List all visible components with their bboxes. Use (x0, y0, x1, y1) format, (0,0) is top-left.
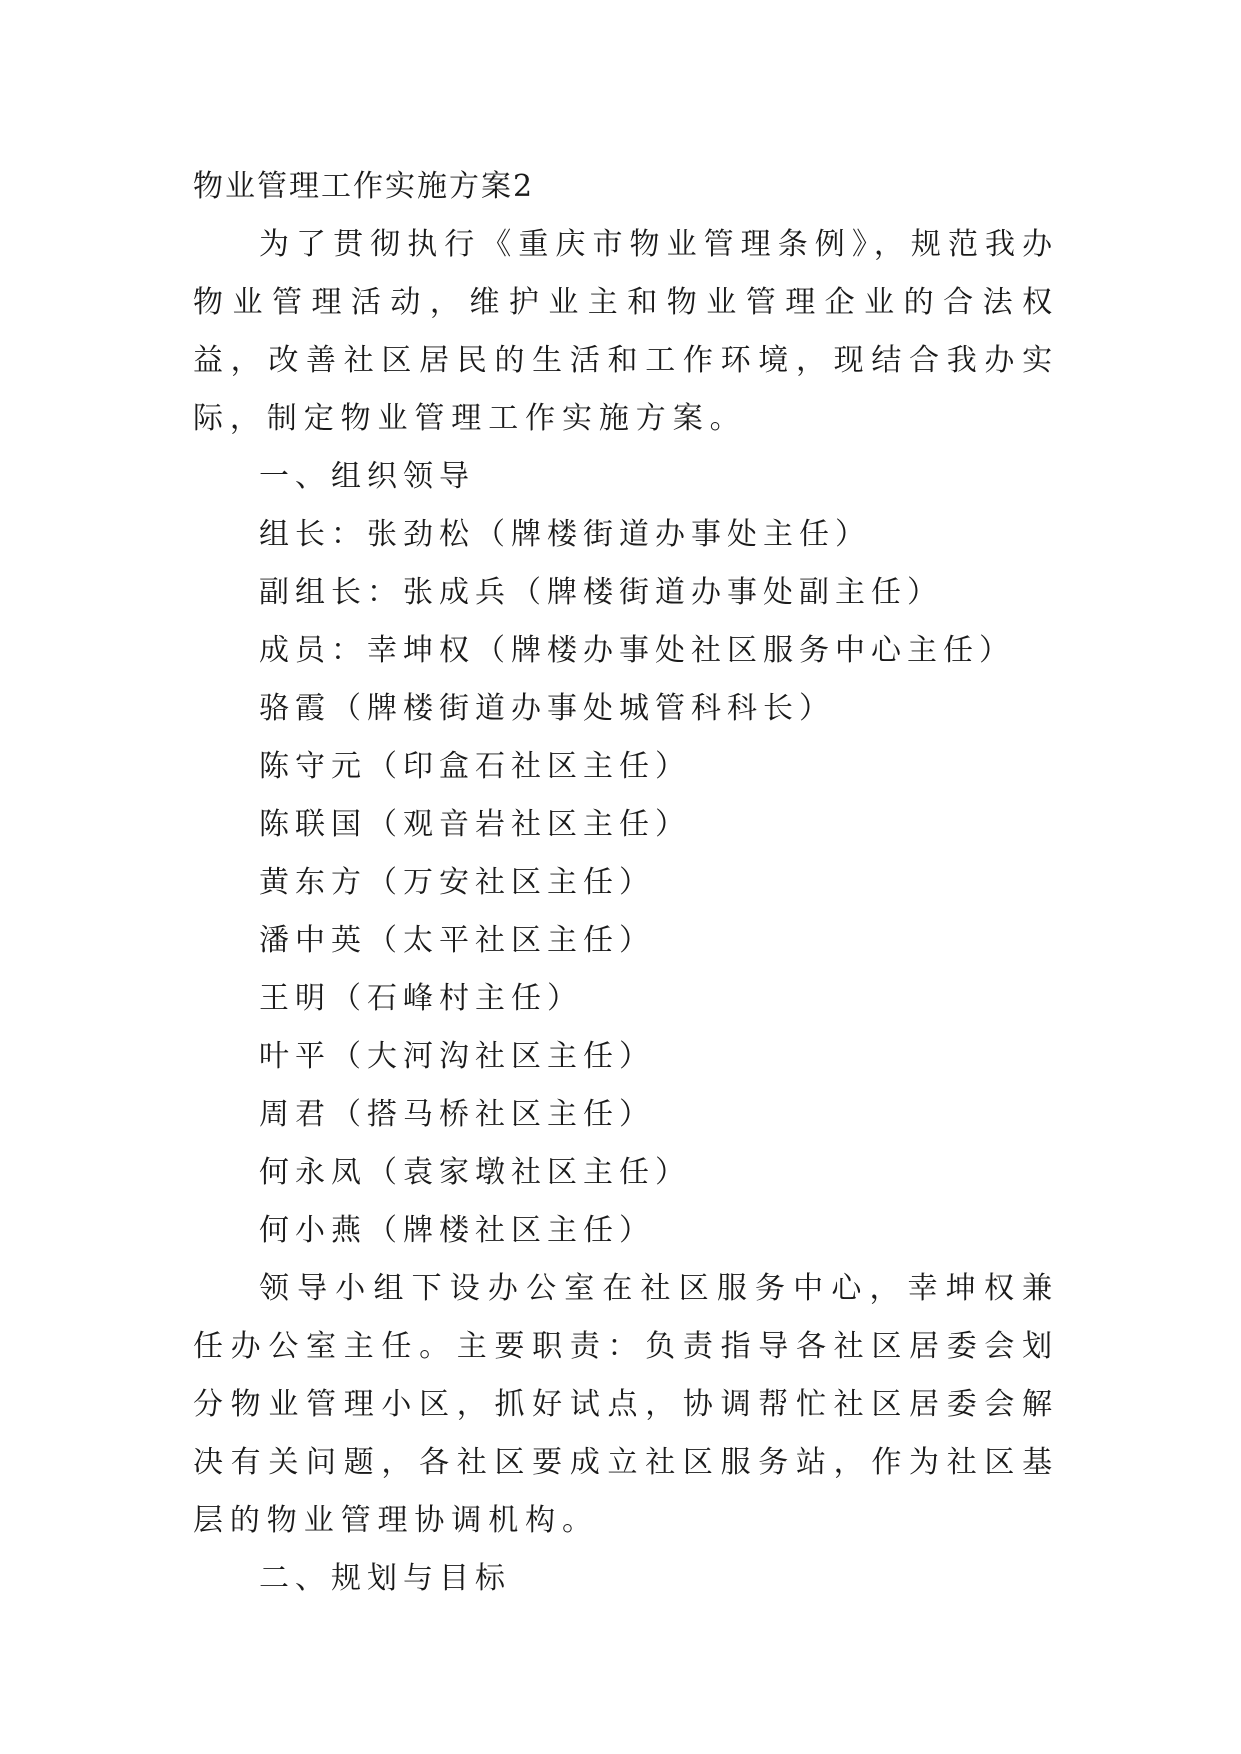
member-line: 王明（石峰村主任） (259, 981, 583, 1016)
member-line: 组长：张劲松（牌楼街道办事处主任） (259, 517, 871, 552)
member-line: 陈联国（观音岩社区主任） (259, 807, 691, 842)
member-line: 周君（搭马桥社区主任） (259, 1097, 655, 1132)
member-line: 副组长：张成兵（牌楼街道办事处副主任） (259, 575, 943, 610)
member-line: 何永凤（袁家墩社区主任） (259, 1155, 691, 1190)
section-heading-planning: 二、规划与目标 (259, 1561, 511, 1596)
document-page (193, 158, 1059, 1608)
document-title: 物业管理工作实施方案2 (193, 169, 535, 204)
member-line: 陈守元（印盒石社区主任） (259, 749, 691, 784)
member-line: 成员：幸坤权（牌楼办事处社区服务中心主任） (259, 633, 1015, 668)
member-line: 叶平（大河沟社区主任） (259, 1039, 655, 1074)
office-paragraph: 领导小组下设办公室在社区服务中心，幸坤权兼任办公室主任。主要职责：负责指导各社区居委会划分物业管理小区，抓好试点，协调帮忙社区居委会解决有关问题，各社区要成立社区服务站，作为社区基层的物业管理协调机构。 (193, 1271, 1059, 1538)
section-heading-organization: 一、组织领导 (259, 459, 475, 494)
member-line: 骆霞（牌楼街道办事处城管科科长） (259, 691, 835, 726)
member-line: 黄东方（万安社区主任） (259, 865, 655, 900)
member-line: 何小燕（牌楼社区主任） (259, 1213, 655, 1248)
member-line: 潘中英（太平社区主任） (259, 923, 655, 958)
intro-paragraph: 为了贯彻执行《重庆市物业管理条例》，规范我办物业管理活动，维护业主和物业管理企业的合法权益，改善社区居民的生活和工作环境，现结合我办实际，制定物业管理工作实施方案。 (193, 227, 1059, 436)
